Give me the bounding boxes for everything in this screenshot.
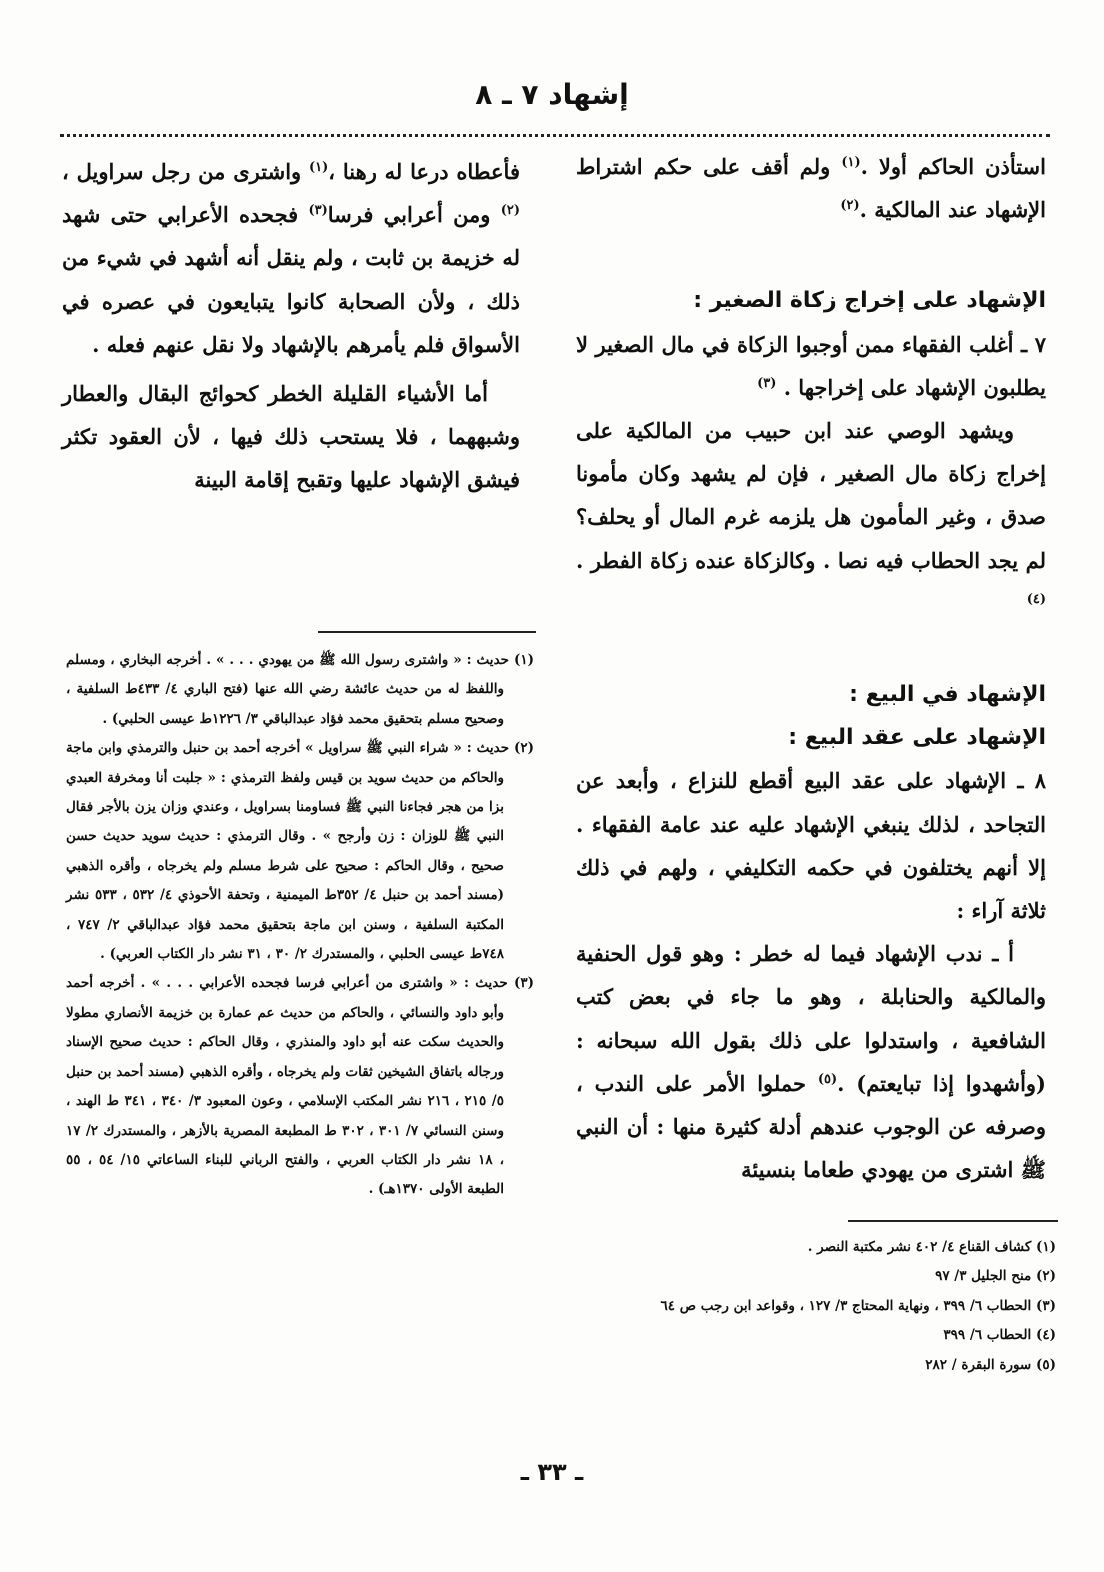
- section-heading: الإشهاد على عقد البيع :: [788, 725, 1046, 751]
- footnote: (٢) منح الجليل ٣/ ٩٧: [935, 1268, 1056, 1285]
- paragraph-text: حملوا الأمر على الندب ، وصرفه عن الوجوب عندهم أدلة كثيرة منها : أن النبي ﷺ اشترى من يهودي طعاما بنسيئة: [576, 1070, 1046, 1183]
- footnote: (١) كشاف القناع ٤/ ٤٠٢ نشر مكتبة النصر .: [807, 1239, 1056, 1255]
- footnote-ref: (١): [309, 160, 329, 175]
- paragraph-text: ٧ ـ أغلب الفقهاء ممن أوجبوا الزكاة في مال الصغير لا يطلبون الإشهاد على إخراجها .: [576, 331, 1046, 400]
- running-head: إشهاد ٧ ـ ٨: [475, 78, 629, 111]
- paragraph: ٨ ـ الإشهاد على عقد البيع أقطع للنزاع ، وأبعد عن التجاحد ، لذلك ينبغي الإشهاد عليه عند عامة الفقهاء . إلا أنهم يختلفون في حكمه التكليفي ، ولهم في ذلك ثلاثة آراء :: [576, 768, 1046, 924]
- paragraph-text: ويشهد الوصي عند ابن حبيب من المالكية على إخراج زكاة مال الصغير ، فإن لم يشهد وكان مأمونا صدق ، وغير المأمون هل يلزمه غرم المال أو يحلف؟ لم يجد الحطاب فيه نصا . وكالزكاة عنده زكاة الفطر .: [576, 418, 1046, 573]
- paragraph: [576, 145, 1046, 231]
- footnote: (٣) حديث : « واشترى من أعرابي فرسا فجحده الأعرابي . . . » . أخرجه أحمد وأبو داود والنسائي ، والحاكم من حديث عم عمارة بن خزيمة الأنصاري مطولا والحديث سكت عنه أبو داود والمنذري ، وقال الحاكم : حديث صحيح الإسناد ورجاله باتفاق الشيخين ثقات ولم يخرجاه ، وأقره الذهبي (مسند أحمد بن حنبل ٥/ ٢١٥ ، ٢١٦ نشر المكتب الإسلامي ، وعون المعبود ٣/ ٣٤٠ ، ٣٤١ ط الهند ، وسنن النسائي ٧/ ٣٠١ ، ٣٠٢ ط المطبعة المصرية بالأزهر ، والمستدرك ٢/ ١٧ ، ١٨ نشر دار الكتاب العربي ، والفتح الرباني للبناء الساعاتي ١٥/ ٥٤ ، ٥٥ الطبعة الأولى ١٣٧٠هـ) .: [66, 975, 534, 1198]
- section-heading: الإشهاد في البيع :: [849, 682, 1046, 708]
- footnote-ref: (١): [841, 155, 861, 170]
- footnote-separator: [848, 1220, 1058, 1222]
- footnote: (١) حديث : « واشترى رسول الله ﷺ من يهودي . . . » . أخرجه البخاري ، ومسلم واللفظ له من حديث عائشة رضي الله عنها (فتح الباري ٤/ ٤٣٣ط السلفية ، وصحيح مسلم بتحقيق محمد فؤاد عبدالباقي ٣/ ١٢٢٦ط عيسى الحلبي) .: [66, 652, 534, 727]
- paragraph: أما الأشياء القليلة الخطر كحوائج البقال والعطار وشبههما ، فلا يستحب ذلك فيها ، لأن العقود تكثر فيشق الإشهاد عليها وتقبح إقامة البينة: [62, 381, 520, 493]
- footnote-ref: (٢): [840, 198, 860, 214]
- header-dotted-rule: [60, 134, 1050, 137]
- paragraph-text: واشترى من رجل سراويل ،: [62, 159, 309, 184]
- paragraph-text: استأذن الحاكم أولا .: [860, 154, 1046, 179]
- footnote-ref: (٢): [500, 203, 521, 219]
- footnote: (٥) سورة البقرة / ٢٨٢: [925, 1356, 1056, 1373]
- paragraph: [576, 932, 1046, 1191]
- footnote: (٣) الحطاب ٦/ ٣٩٩ ، ونهاية المحتاج ٣/ ١٢٧ ، وقواعد ابن رجب ص ٦٤: [660, 1297, 1056, 1314]
- paragraph-text: فأعطاه درعا له رهنا ،: [328, 159, 520, 184]
- paragraph-text: فجحده الأعرابي حتى شهد له خزيمة بن ثابت ، ولم ينقل أنه أشهد في شيء من ذلك ، ولأن الصحابة كانوا يتبايعون في عصره في الأسواق فلم يأمرهم بالإشهاد ولا نقل عنهم فعله .: [62, 202, 520, 357]
- paragraph: [576, 323, 1046, 409]
- footnotes-right: [596, 1233, 1056, 1380]
- footnote-separator: [318, 631, 536, 633]
- paragraph: [576, 409, 1046, 625]
- left-column: [62, 150, 520, 502]
- footnote-ref: (٣): [308, 203, 328, 219]
- section-heading: الإشهاد على إخراج زكاة الصغير :: [693, 288, 1046, 314]
- paragraph-text: ولم أقف على حكم اشتراط الإشهاد عند المالكية .: [576, 154, 1046, 223]
- spacer: [576, 231, 1046, 279]
- paragraph: [62, 150, 520, 366]
- paragraph-text: ومن أعرابي فرسا: [327, 202, 501, 228]
- page-number: ـ ٣٣ ـ: [520, 1458, 584, 1486]
- paragraph-text: أ ـ ندب الإشهاد فيما له خطر : وهو قول الحنفية والمالكية والحنابلة ، وهو ما جاء في بعض كتب الشافعية ، واستدلوا على ذلك بقول الله سبحانه : (وأشهدوا إذا تبايعتم) .: [576, 941, 1046, 1096]
- footnote-ref: (٥): [817, 1071, 838, 1087]
- footnotes-left: [66, 646, 534, 1205]
- spacer: [576, 625, 1046, 673]
- footnote-ref: (٣): [757, 375, 777, 391]
- footnote: (٤) الحطاب ٦/ ٣٩٩: [943, 1327, 1056, 1344]
- right-column: [576, 145, 1046, 1191]
- footnote-ref: (٤): [1026, 591, 1046, 607]
- footnote: (٢) حديث : « شراء النبي ﷺ سراويل » أخرجه أحمد بن حنبل والترمذي وابن ماجة والحاكم من حديث سويد بن قيس ولفظ الترمذي : « جلبت أنا ومخرفة العبدي بزا من هجر فجاءنا النبي ﷺ فساومنا بسراويل ، وعندي وزان يزن بالأجر فقال النبي ﷺ للوزان : زن وأرجح » . وقال الترمذي : حديث سويد حديث حسن صحيح ، وقال الحاكم : صحيح على شرط مسلم ولم يخرجاه ، وأقره الذهبي (مسند أحمد بن حنبل ٤/ ٣٥٢ط الميمنية ، وتحفة الأحوذي ٤/ ٥٣٢ ، ٥٣٣ نشر المكتبة السلفية ، وسنن ابن ماجة بتحقيق محمد فؤاد عبدالباقي ٢/ ٧٤٧ ، ٧٤٨ط عيسى الحلبي ، والمستدرك ٢/ ٣٠ ، ٣١ نشر دار الكتاب العربي) .: [66, 740, 534, 963]
